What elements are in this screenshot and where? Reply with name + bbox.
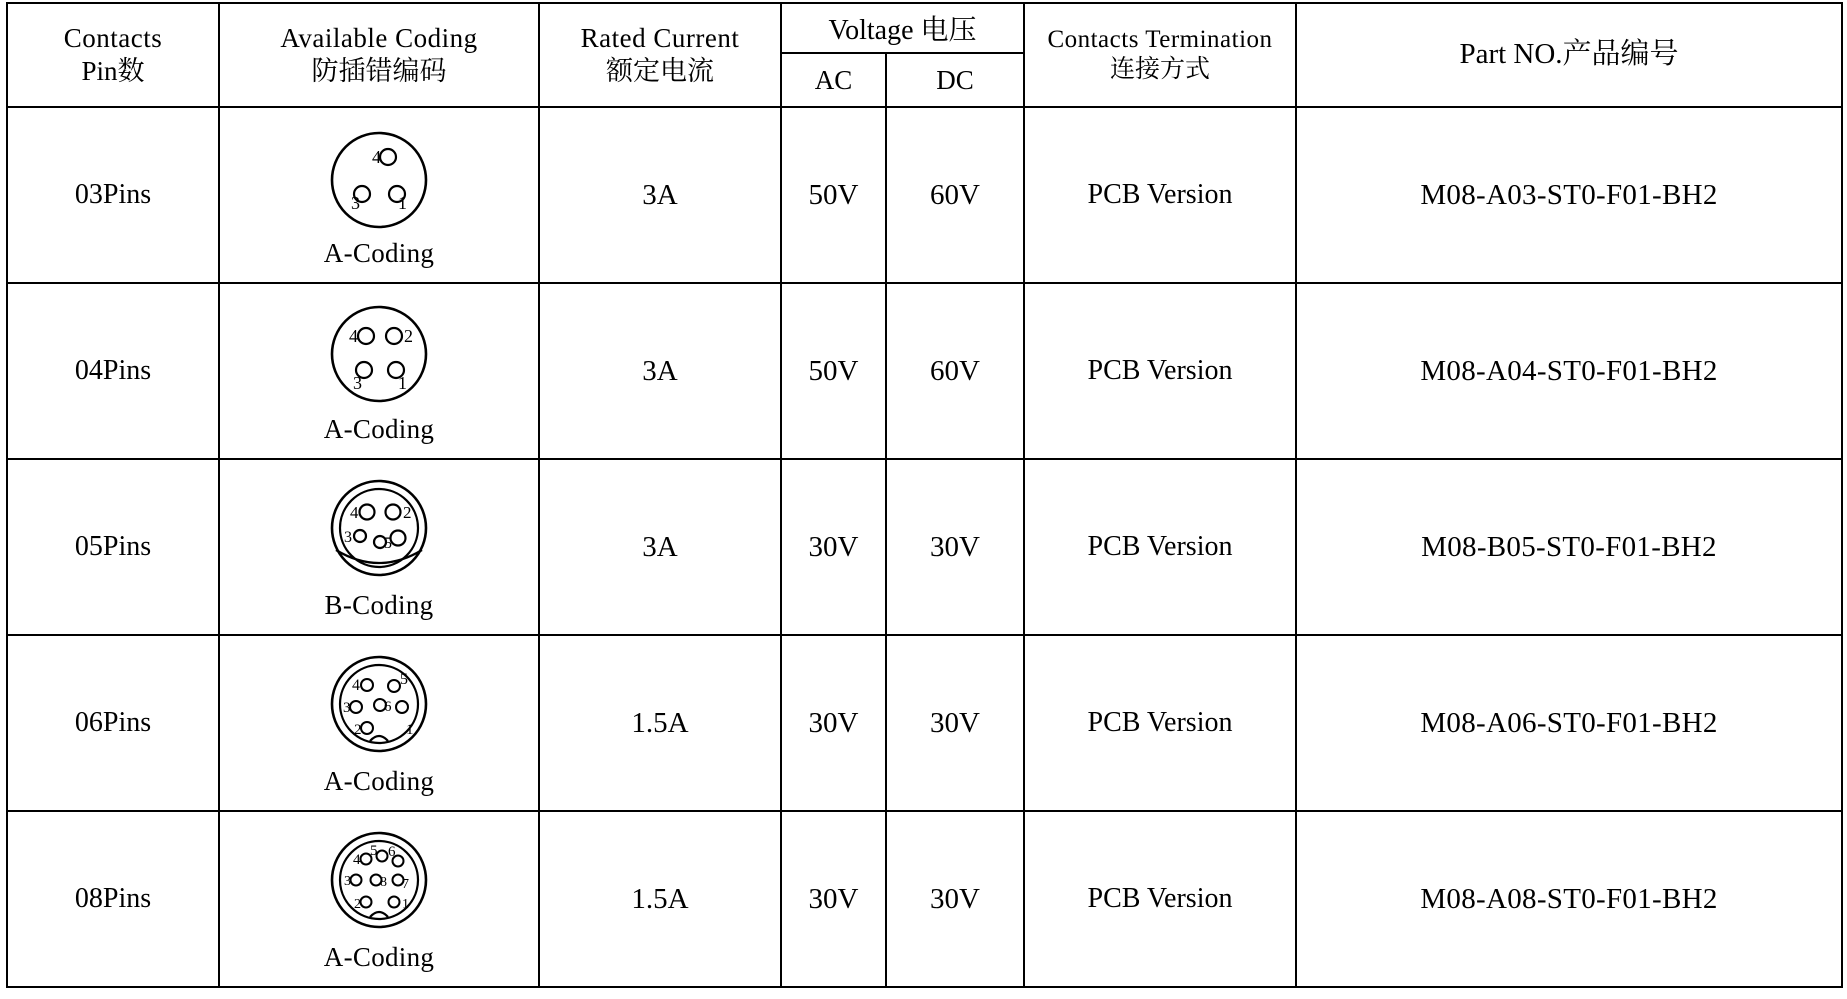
cell-voltage-dc: 30V — [886, 459, 1024, 635]
svg-text:1: 1 — [406, 721, 414, 738]
header-row-main — [7, 3, 1842, 53]
cell-termination: PCB Version — [1024, 459, 1296, 635]
header-contacts-termination-line1: Contacts Termination — [1047, 25, 1273, 53]
cell-voltage-dc: 30V — [886, 811, 1024, 987]
header-available-coding-line2: 防插错编码 — [311, 56, 447, 86]
cell-part-no: M08-A08-ST0-F01-BH2 — [1296, 811, 1842, 987]
cell-coding — [219, 107, 539, 283]
cell-part-no: M08-A03-ST0-F01-BH2 — [1296, 107, 1842, 283]
cell-pins: 04Pins — [7, 283, 219, 459]
table-header — [7, 3, 1842, 107]
cell-coding — [219, 283, 539, 459]
cell-part-no: M08-A06-ST0-F01-BH2 — [1296, 635, 1842, 811]
connector-face-icon-8pin — [314, 828, 444, 940]
cell-part-no: M08-B05-ST0-F01-BH2 — [1296, 459, 1842, 635]
coding-label: A-Coding — [323, 765, 435, 796]
coding-label: B-Coding — [324, 589, 434, 620]
header-rated-current — [539, 3, 781, 107]
coding-diagram-wrapper — [220, 822, 538, 977]
cell-pins: 08Pins — [7, 811, 219, 987]
svg-text:3: 3 — [344, 528, 352, 546]
svg-text:5: 5 — [370, 842, 378, 859]
header-voltage: Voltage 电压 — [781, 3, 1024, 53]
coding-label: A-Coding — [323, 237, 435, 268]
header-part-no: Part NO.产品编号 — [1296, 3, 1842, 107]
svg-text:7: 7 — [402, 876, 409, 892]
connector-spec-table — [6, 2, 1843, 988]
svg-text:3: 3 — [353, 372, 362, 393]
coding-diagram-wrapper — [220, 646, 538, 801]
coding-diagram-wrapper — [220, 118, 538, 273]
coding-diagram-wrapper — [220, 470, 538, 625]
svg-text:3: 3 — [351, 192, 360, 213]
coding-diagram-wrapper — [220, 294, 538, 449]
svg-text:2: 2 — [403, 502, 412, 522]
svg-text:5: 5 — [384, 534, 392, 552]
cell-voltage-dc: 60V — [886, 107, 1024, 283]
coding-label: A-Coding — [323, 941, 435, 972]
cell-rated-current: 3A — [539, 283, 781, 459]
cell-part-no: M08-A04-ST0-F01-BH2 — [1296, 283, 1842, 459]
table-row — [7, 107, 1842, 283]
cell-termination: PCB Version — [1024, 283, 1296, 459]
connector-face-icon-3pin — [314, 124, 444, 236]
svg-text:2: 2 — [354, 721, 362, 738]
svg-text:4: 4 — [349, 325, 358, 346]
header-contacts-termination-line2: 连接方式 — [1109, 56, 1210, 83]
cell-voltage-ac: 30V — [781, 459, 886, 635]
connector-face-icon-4pin — [314, 300, 444, 412]
svg-text:8: 8 — [380, 874, 387, 890]
connector-face-icon-5pin — [314, 476, 444, 588]
header-contacts-pins — [7, 3, 219, 107]
cell-termination: PCB Version — [1024, 811, 1296, 987]
header-rated-current-line2: 额定电流 — [606, 56, 714, 86]
svg-text:2: 2 — [354, 896, 361, 912]
svg-text:4: 4 — [353, 851, 361, 868]
cell-rated-current: 1.5A — [539, 811, 781, 987]
cell-rated-current: 3A — [539, 107, 781, 283]
cell-voltage-ac: 50V — [781, 283, 886, 459]
header-contacts-pins-line1: Contacts — [63, 23, 163, 54]
svg-text:1: 1 — [398, 192, 407, 213]
coding-label: A-Coding — [323, 413, 435, 444]
cell-pins: 05Pins — [7, 459, 219, 635]
svg-text:3: 3 — [343, 699, 351, 716]
svg-text:6: 6 — [384, 698, 392, 715]
svg-text:1: 1 — [402, 896, 409, 912]
cell-termination: PCB Version — [1024, 107, 1296, 283]
cell-rated-current: 1.5A — [539, 635, 781, 811]
table-row — [7, 635, 1842, 811]
header-voltage-ac: AC — [781, 53, 886, 107]
cell-termination: PCB Version — [1024, 635, 1296, 811]
svg-text:3: 3 — [344, 873, 351, 889]
header-contacts-termination — [1024, 3, 1296, 107]
table-row — [7, 459, 1842, 635]
cell-voltage-dc: 30V — [886, 635, 1024, 811]
header-rated-current-line1: Rated Current — [580, 23, 740, 54]
cell-voltage-ac: 30V — [781, 635, 886, 811]
cell-voltage-ac: 50V — [781, 107, 886, 283]
header-voltage-dc: DC — [886, 53, 1024, 107]
cell-coding — [219, 811, 539, 987]
cell-rated-current: 3A — [539, 459, 781, 635]
table-row — [7, 811, 1842, 987]
header-available-coding-line1: Available Coding — [280, 23, 478, 54]
cell-coding — [219, 635, 539, 811]
svg-text:1: 1 — [398, 372, 407, 393]
svg-text:6: 6 — [388, 843, 396, 860]
cell-pins: 03Pins — [7, 107, 219, 283]
svg-text:4: 4 — [350, 502, 359, 522]
connector-face-icon-6pin — [314, 652, 444, 764]
table-row — [7, 283, 1842, 459]
cell-pins: 06Pins — [7, 635, 219, 811]
cell-voltage-dc: 60V — [886, 283, 1024, 459]
svg-text:5: 5 — [400, 670, 408, 688]
svg-text:2: 2 — [404, 325, 413, 346]
cell-coding — [219, 459, 539, 635]
cell-voltage-ac: 30V — [781, 811, 886, 987]
table-body — [7, 107, 1842, 987]
svg-text:4: 4 — [352, 676, 360, 694]
header-contacts-pins-line2: Pin数 — [81, 56, 145, 86]
header-available-coding — [219, 3, 539, 107]
svg-text:4: 4 — [372, 146, 381, 167]
